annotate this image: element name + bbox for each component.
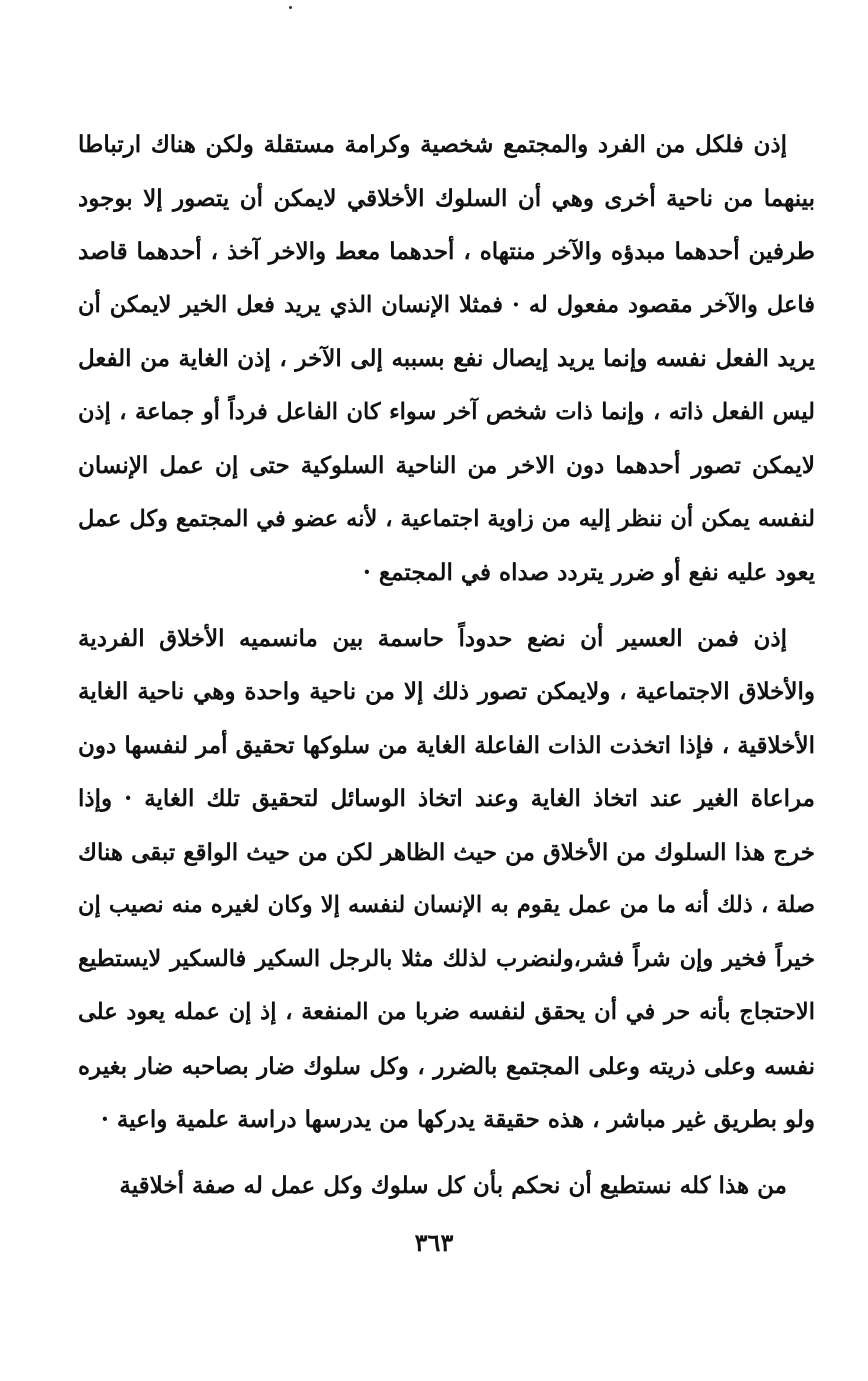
text-line: طرفين أحدهما مبدؤه والآخر منتهاه ، أحدهما معط والاخر آخذ ، أحدهما قاصد [78,238,815,265]
scan-speck [289,6,292,9]
text-line: نفسه وعلى ذريته وعلى المجتمع بالضرر ، وكل سلوك ضار بصاحبه ضار بغيره [78,1052,815,1080]
text-line: الأخلاقية ، فإذا اتخذت الذات الفاعلة الغاية من سلوكها تحقيق أمر لنفسها دون [78,731,815,759]
text-line: خرج هذا السلوك من الأخلاق من حيث الظاهر لكن من حيث الواقع تبقى هناك [78,838,815,866]
text-line: صلة ، ذلك أنه ما من عمل يقوم به الإنسان لنفسه إلا وكان لغيره منه نصيب إن [78,892,815,918]
text-line: لايمكن تصور أحدهما دون الاخر من الناحية السلوكية حتى إن عمل الإنسان [78,452,815,479]
text-line: لنفسه يمكن أن ننظر إليه من زاوية اجتماعية ، لأنه عضو في المجتمع وكل عمل [78,505,815,532]
text-line: خيراً فخير وإن شراً فشر،ولنضرب لذلك مثلا بالرجل السكير فالسكير لايستطيع [78,945,815,972]
paragraph [78,612,815,1147]
text-line: من هذا كله نستطيع أن نحكم بأن كل سلوك وكل عمل له صفة أخلاقية [119,1171,787,1199]
text-line: يعود عليه نفع أو ضرر يتردد صداه في المجتمع · [362,559,815,586]
text-line: مراعاة الغير عند اتخاذ الغاية وعند اتخاذ الوسائل لتحقيق تلك الغاية · وإذا [78,785,815,812]
text-line: ولو بطريق غير مباشر ، هذه حقيقة يدركها من يدرسها دراسة علمية واعية · [100,1106,815,1133]
text-line: الاحتجاج بأنه حر في أن يحقق لنفسه ضربا من المنفعة ، إذ إن عمله يعود على [78,999,815,1025]
paragraph [78,1159,815,1213]
text-line: إذن فمن العسير أن نضع حدوداً حاسمة بين مانسميه الأخلاق الفردية [78,624,787,652]
paragraph [78,118,815,600]
text-line: إذن فلكل من الفرد والمجتمع شخصية وكرامة مستقلة ولكن هناك ارتباطا [78,131,787,158]
text-line: فاعل والآخر مقصود مفعول له · فمثلا الإنسان الذي يريد فعل الخير لايمكن أن [78,291,815,318]
text-line: يريد الفعل نفسه وإنما يريد إيصال نفع بسببه إلى الآخر ، إذن الغاية من الفعل [78,345,815,372]
body-text [78,118,815,1212]
page-number: ٣٦٣ [414,1228,454,1257]
text-line: والأخلاق الاجتماعية ، ولايمكن تصور ذلك إلا من ناحية واحدة وهي ناحية الغاية [78,678,815,705]
text-line: بينهما من ناحية أخرى وهي أن السلوك الأخلاقي لايمكن أن يتصور إلا بوجود [78,184,815,212]
text-line: ليس الفعل ذاته ، وإنما ذات شخص آخر سواء كان الفاعل فرداً أو جماعة ، إذن [78,398,815,425]
